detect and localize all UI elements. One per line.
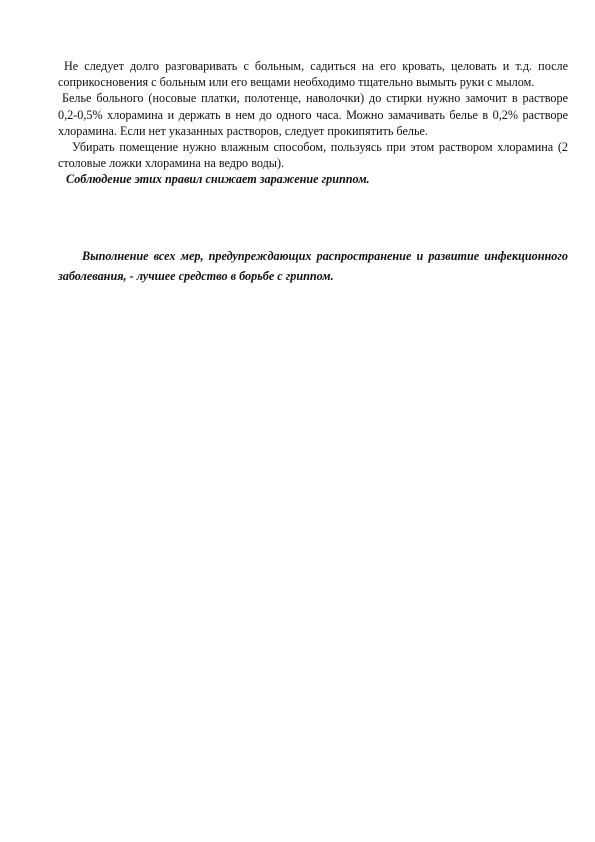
paragraph-linen-disinfection: Белье больного (носовые платки, полотенце, наволочки) до стирки нужно замочит в растворе 0,2-0,5% хлорамина и держать в нем до одного часа. Можно замачивать белье в 0,2% растворе хлорамина. Если нет указанных растворов, следует прокипятить белье. [58,91,568,138]
paragraph-contact-hygiene: Не следует долго разговаривать с больным, садиться на его кровать, целовать и т.д. после соприкосновения с больным или его вещами необходимо тщательно вымыть руки с мылом. [58,59,568,90]
closing-statement: Выполнение всех мер, предупреждающих распространение и развитие инфекционного заболевания, - лучшее средство в борьбе с гриппом. [58,249,568,283]
paragraph-rules-summary: Соблюдение этих правил снижает заражение гриппом. [66,172,370,187]
document-body [58,58,568,188]
paragraph-wet-cleaning: Убирать помещение нужно влажным способом, пользуясь при этом раствором хлорамина (2 столовые ложки хлорамина на ведро воды). [58,140,568,171]
